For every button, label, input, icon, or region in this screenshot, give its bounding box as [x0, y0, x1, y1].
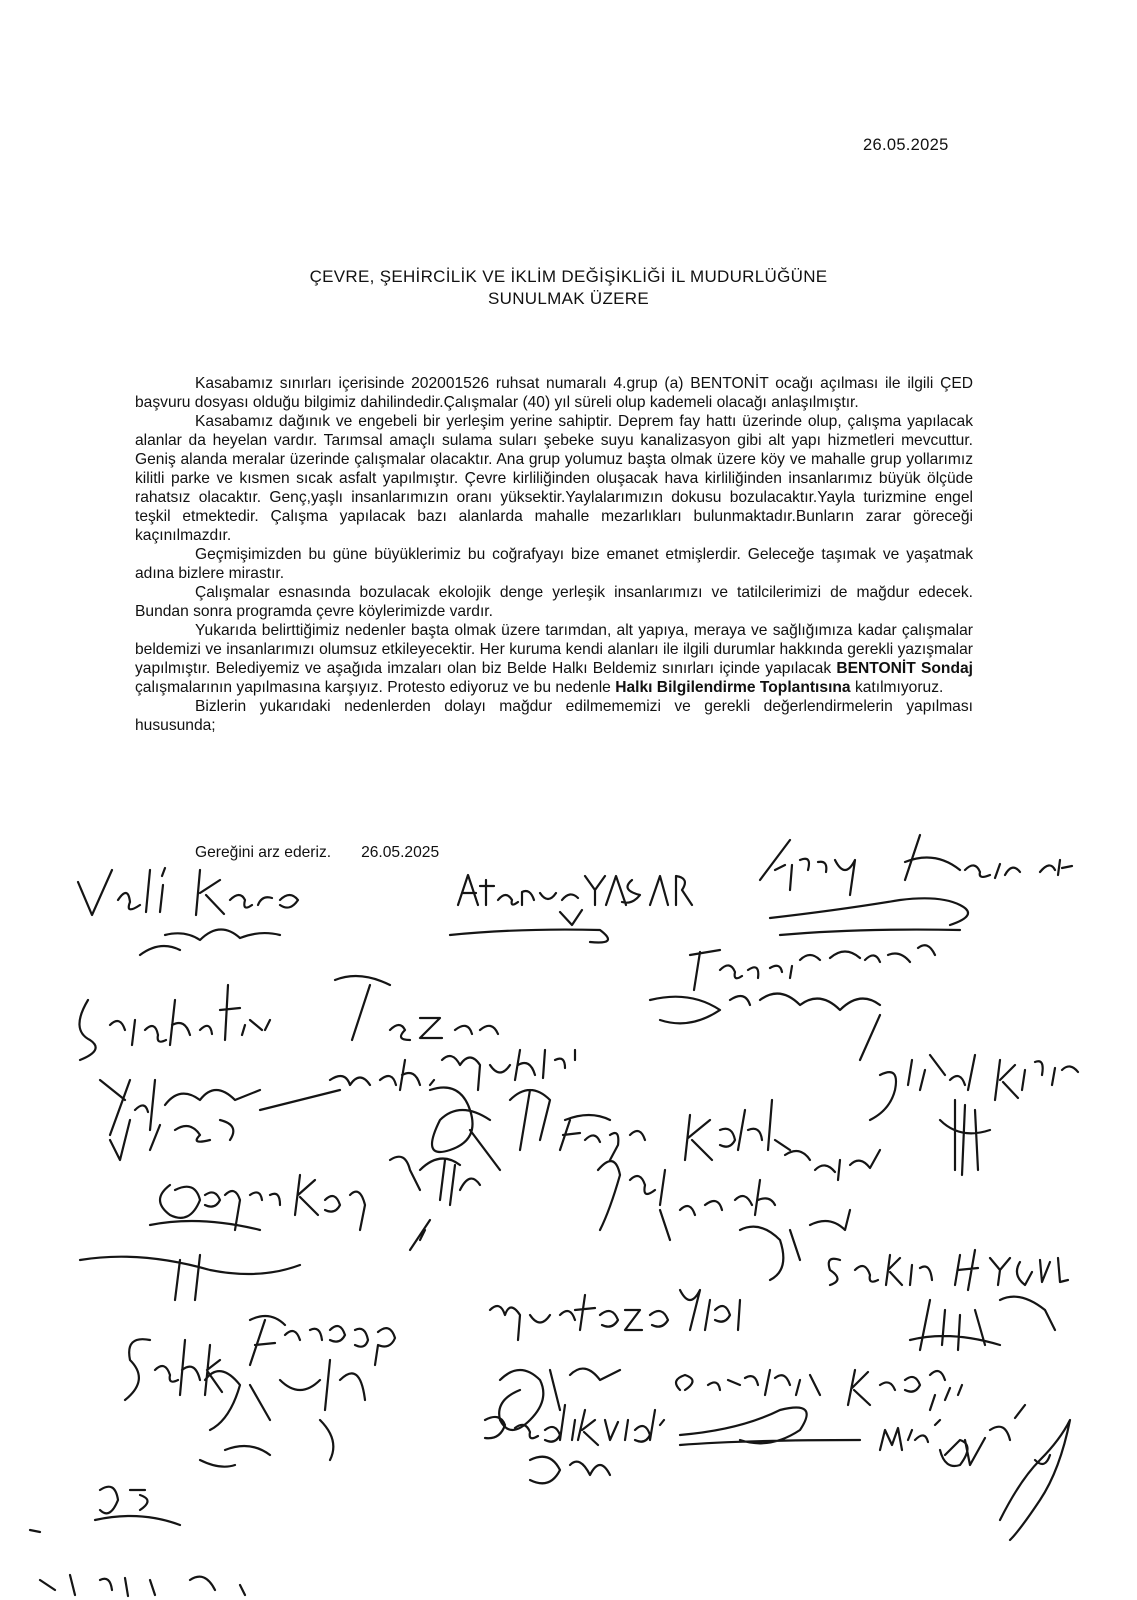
- signature-yucel-kilic: [870, 1055, 1078, 1175]
- paragraph-5: [135, 621, 973, 697]
- document-heading: [0, 266, 1137, 310]
- paragraph-5-text-b: çalışmalarının yapılmasına karşıyız. Protesto ediyoruz ve bu nedenle: [135, 679, 611, 696]
- paragraph-6: Bizlerin yukarıdaki nedenlerden dolayı mağdur edilmememizi ve gerekli değerlendirmelerin yapılması hususunda;: [135, 698, 973, 734]
- paragraph-2: Kasabamız dağınık ve engebeli bir yerleşim yerine sahiptir. Deprem fay hattı üzerinde olup, çalışma yapılacak alanlar da heyelan vardır. Tarımsal amaçlı sulama suları şebeke suyu kanalizasyon gibi alt yapı hizmetleri mevcuttur. Geniş alanda meralar üzerinde çalışmalar olacaktır. Ana grup yolumuz başta olmak üzere köy ve mahalle grup yollarımız kilitli parke ve kısmen sıcak asfalt yapılmıştır. Çevre kirliliğinden oluşacak hava kirliliğinden insanlarımız büyük ölçüde rahatsız olacaktır. Genç,yaşlı insanlarımızın oranı yüksektir.Yaylalarımızın dokusu bozulacaktır.Yayla turizmine engel teşkil etmektedir. Çalışma yapılacak bazı alanlarda mahalle mezarlıkları bulunmaktadır.Bunların zarar göreceği kaçınılmazdır.: [135, 413, 973, 544]
- heading-line-1: ÇEVRE, ŞEHİRCİLİK VE İKLİM DEĞİŞİKLİĞİ İL MUDURLÜĞÜNE: [309, 267, 828, 286]
- paragraph-4: Çalışmalar esnasında bozulacak ekolojik denge yerleşik insanlarımızı ve tatilcilerimizi de mağdur edecek. Bundan sonra programda çevre köylerimizde vardır.: [135, 584, 973, 620]
- paragraph-5-text-a: Yukarıda belirttiğimiz nedenler başta olmak üzere tarımdan, alt yapıya, meraya ve sağlığımıza kadar çalışmalar beldemizi ve insanlarımızı olumsuz etkileyecektir. Her kuruma kendi alanları ile ilgili durumlar hakkında gerekli yazışmalar yapılmıştır. Belediyemiz ve aşağıda imzaları olan biz Belde Halkı Beldemiz sınırları içinde yapılacak: [135, 622, 973, 677]
- signature-semsettin-karo: [676, 1370, 945, 1405]
- signature-kocayigit-nizamettin: [598, 1150, 880, 1240]
- heading-line-2: SUNULMAK ÜZERE: [487, 289, 649, 308]
- signature-ergun-kodel: [560, 1100, 790, 1160]
- signature-scrawl-center: [499, 1369, 620, 1430]
- signature-area: [0, 820, 1137, 1600]
- signature-middle-scrawl: [740, 1210, 850, 1280]
- signature-right-lower: [910, 1297, 1055, 1350]
- signature-mustafa-deveci: [880, 1385, 1070, 1540]
- letter-body: [135, 374, 973, 735]
- paragraph-1: Kasabamız sınırları içerisinde 202001526 ruhsat numaralı 4.grup (a) BENTONİT ocağı açılması ile ilgili ÇED başvuru dosyası olduğu bilgimiz dahilindedir.Çalışmalar (40) yıl süreli olup kademeli olacağı anlaşılmıştır.: [135, 375, 973, 411]
- paragraph-5-text-c: katılmıyoruz.: [854, 679, 944, 696]
- signature-sadik-karaboga: [125, 1316, 395, 1460]
- signature-atanur-yasar: [450, 875, 692, 943]
- signature-left-mark: [80, 1255, 300, 1300]
- signature-doodle-middle: [390, 1088, 550, 1191]
- signature-dogan-koc: [150, 1175, 365, 1230]
- paragraph-5-bold-1: BENTONİT Sondaj: [836, 660, 973, 677]
- paragraph-3: Geçmişimizden bu güne büyüklerimiz bu coğrafyayı bize emanet etmişlerdir. Geleceğe taşımak ve yaşatmak adına bizlere mirastır.: [135, 546, 973, 582]
- signature-sadik-ivdik: [485, 1405, 860, 1483]
- signature-murtaza-yilar: [490, 1290, 740, 1340]
- paragraph-5-bold-2: Halkı Bilgilendirme Toplantısına: [615, 679, 851, 696]
- signature-bottom-left: [30, 1446, 270, 1596]
- signature-stick-middle: [410, 1160, 480, 1250]
- document-date: 26.05.2025: [863, 136, 949, 154]
- signature-huseyin-karabat: [760, 835, 1072, 935]
- signature-yesilcam-mah-muhtari: [100, 1050, 575, 1160]
- closing-text: Gereğini arz ederiz.: [195, 844, 332, 861]
- signature-selahattin-tezce: [79, 976, 498, 1060]
- signature-tuncer-kocayigit: [650, 945, 935, 1060]
- closing-date: 26.05.2025: [361, 844, 440, 861]
- signature-veli-karo: [78, 868, 298, 955]
- signature-sakin-uygul: [829, 1250, 1068, 1290]
